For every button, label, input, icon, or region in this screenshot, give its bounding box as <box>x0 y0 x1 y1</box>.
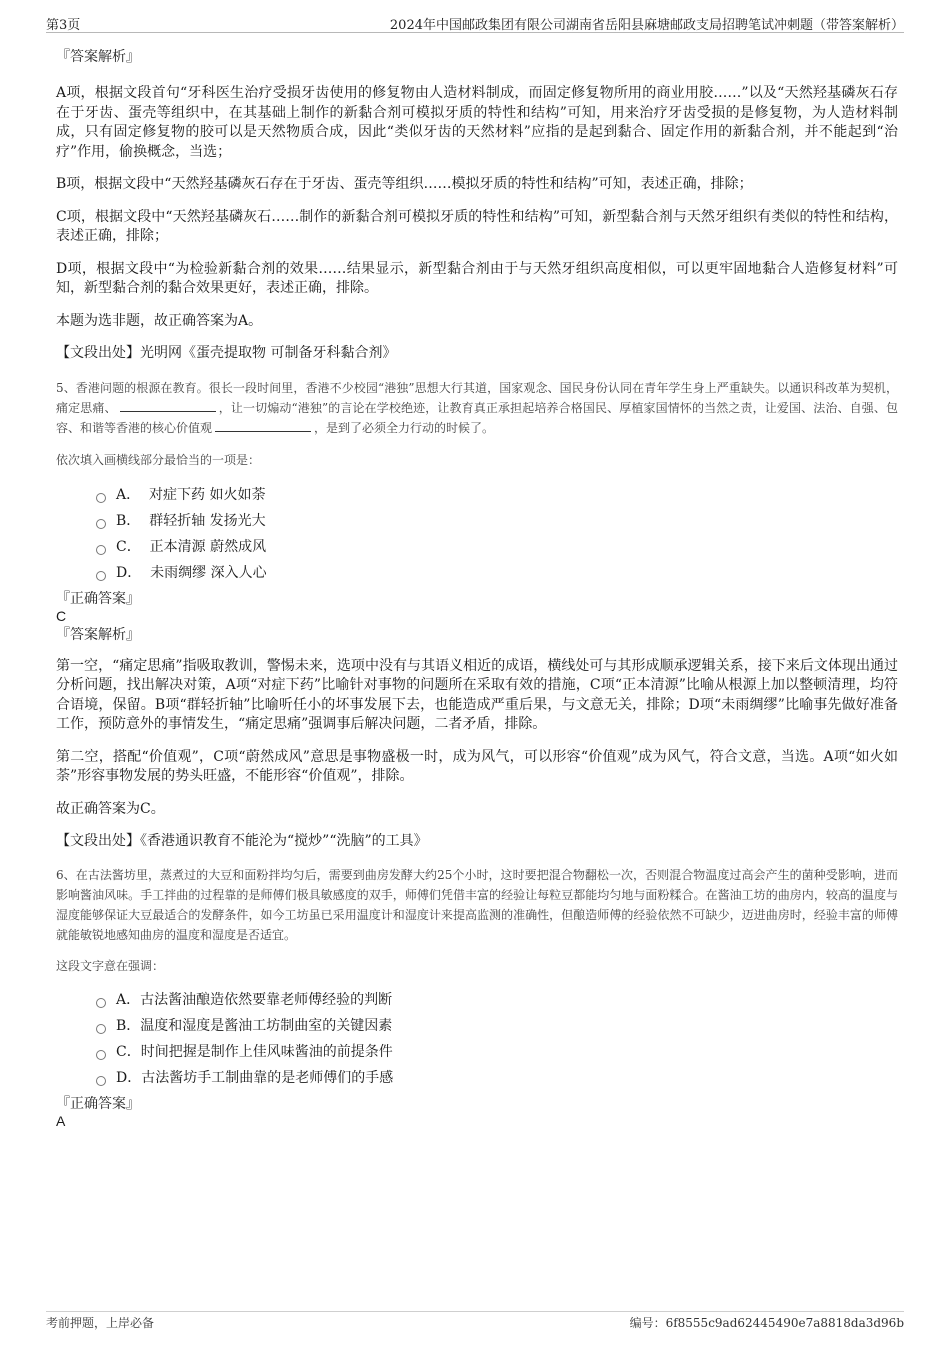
radio-icon[interactable] <box>96 1076 106 1086</box>
analysis-paragraph: 第一空，“痛定思痛”指吸取教训，警惕未来，选项中没有与其语义相近的成语，横线处可与其形成顺承逻辑关系，接下来后文体现出通过分析问题，找出解决对策，A项“对症下药”比喻针对事物的问题所在采取有效的措施，C项“正本清源”比喻从根源上加以整顿清理，均符合语境，保留。B项“群轻折轴”比喻听任小的坏事发展下去，也能造成严重后果，与文意无关，排除；D项“未雨绸缪”比喻事先做好准备工作，预防意外的事情发生，“痛定思痛”强调事后解决问题，二者矛盾，排除。 <box>56 657 898 732</box>
question-6-text: 6、在古法酱坊里，蒸煮过的大豆和面粉拌均匀后，需要到曲房发酵大约25个小时，这时要把混合物翻松一次，否则混合物温度过高会产生的菌种受影响，进而影响酱油风味。手工拌曲的过程靠的是师傅们极具敏感度的双手，师傅们凭借丰富的经验让每粒豆都能均匀地与面粉糅合。在酱油工坊的曲房内，较高的温度与湿度能够保证大豆最适合的发酵条件，如今工坊虽已采用温度计和湿度计来提高监测的准确性，但酿造师傅的经验依然不可缺少，迈进曲房时，经验丰富的师傅就能敏锐地感知曲房的温度和湿度是否适宜。 <box>56 867 898 942</box>
question-6-options <box>96 987 898 1091</box>
fill-blank-1 <box>120 399 216 412</box>
radio-icon[interactable] <box>96 998 106 1008</box>
radio-icon[interactable] <box>96 1024 106 1034</box>
analysis-tag: 『答案解析』 <box>56 49 140 65</box>
page-content <box>56 44 898 1129</box>
analysis-paragraph: C项，根据文段中“天然羟基磷灰石……制作的新黏合剂可模拟牙质的特性和结构”可知，新型黏合剂与天然牙组织有类似的特性和结构，表述正确，排除； <box>56 208 898 244</box>
analysis-conclusion: 本题为选非题，故正确答案为A。 <box>56 312 263 329</box>
footer-slogan: 考前押题，上岸必备 <box>46 1316 155 1330</box>
fill-blank-2 <box>215 419 311 432</box>
radio-icon[interactable] <box>96 545 106 555</box>
page-header <box>46 12 904 33</box>
analysis-paragraph: D项，根据文段中“为检验新黏合剂的效果……结果显示，新型黏合剂由于与天然牙组织高度相似，可以更牢固地黏合人造修复材料”可知，新型黏合剂的黏合效果更好，表述正确，排除。 <box>56 260 898 296</box>
option-d[interactable]: D． 古法酱坊手工制曲靠的是老师傅们的手感 <box>96 1065 898 1091</box>
option-c[interactable]: C． 正本清源 蔚然成风 <box>96 534 898 560</box>
question-5-options <box>96 482 898 586</box>
page-footer <box>46 1311 904 1330</box>
radio-icon[interactable] <box>96 1050 106 1060</box>
footer-serial: 编号：6f8555c9ad62445490e7a8818da3d96b <box>629 1316 904 1330</box>
question-5-prompt: 依次填入画横线部分最恰当的一项是： <box>56 452 261 467</box>
radio-icon[interactable] <box>96 519 106 529</box>
option-c[interactable]: C． 时间把握是制作上佳风味酱油的前提条件 <box>96 1039 898 1065</box>
analysis-conclusion: 故正确答案为C。 <box>56 800 165 817</box>
question-6-prompt: 这段文字意在强调： <box>56 958 165 973</box>
analysis-paragraph: B项，根据文段中“天然羟基磷灰石存在于牙齿、蛋壳等组织……模拟牙质的特性和结构”可知，表述正确，排除； <box>56 176 753 192</box>
analysis-paragraph: A项，根据文段首句“牙科医生治疗受损牙齿使用的修复物由人造材料制成，而固定修复物所用的商业用胶……”以及“天然羟基磷灰石存在于牙齿、蛋壳等组织中，在其基础上制作的新黏合剂可模拟牙质的特性和结构”可知，用来治疗牙齿受损的是修复物，为人造材料制成，只有固定修复物的胶可以是天然物质合成，因此“类似牙齿的天然材料”应指的是起到黏合、固定作用的新黏合剂，并不能起到“治疗”作用，偷换概念，当选； <box>56 85 898 160</box>
analysis-tag: 『答案解析』 <box>56 626 140 643</box>
correct-answer: C <box>56 607 67 624</box>
radio-icon[interactable] <box>96 493 106 503</box>
option-b[interactable]: B． 温度和湿度是酱油工坊制曲室的关键因素 <box>96 1013 898 1039</box>
option-d[interactable]: D． 未雨绸缪 深入人心 <box>96 560 898 586</box>
source-citation: 【文段出处】《香港通识教育不能沦为“搅炒”“洗脑”的工具》 <box>56 833 428 849</box>
option-a[interactable]: A． 对症下药 如火如荼 <box>96 482 898 508</box>
source-citation: 【文段出处】光明网《蛋壳提取物 可制备牙科黏合剂》 <box>56 345 397 361</box>
answer-tag: 『正确答案』 <box>56 590 140 607</box>
option-a[interactable]: A． 古法酱油酿造依然要靠老师傅经验的判断 <box>96 987 898 1013</box>
page-number: 第3页 <box>46 18 81 33</box>
answer-tag: 『正确答案』 <box>56 1095 140 1112</box>
document-title: 2024年中国邮政集团有限公司湖南省岳阳县麻塘邮政支局招聘笔试冲刺题（带答案解析） <box>389 18 904 33</box>
option-b[interactable]: B． 群轻折轴 发扬光大 <box>96 508 898 534</box>
question-5-text: 5、香港问题的根源在教育。很长一段时间里，香港不少校园“港独”思想大行其道，国家观念、国民身份认同在青年学生身上严重缺失。以通识科改革为契机，痛定思痛、 ，让一切煽动“港独”的言论在学校绝迹，让教育真正承担起培养合格国民、厚植家国情怀的当然之责，让爱国、法治、自强、包容、和谐等香港的核心价值观 ，是到了必须全力行动的时候了。 <box>56 380 898 435</box>
analysis-paragraph: 第二空，搭配“价值观”，C项“蔚然成风”意思是事物盛极一时，成为风气，可以形容“价值观”成为风气，符合文意，当选。A项“如火如荼”形容事物发展的势头旺盛，不能形容“价值观”，排除。 <box>56 748 898 784</box>
radio-icon[interactable] <box>96 571 106 581</box>
correct-answer: A <box>56 1112 66 1129</box>
